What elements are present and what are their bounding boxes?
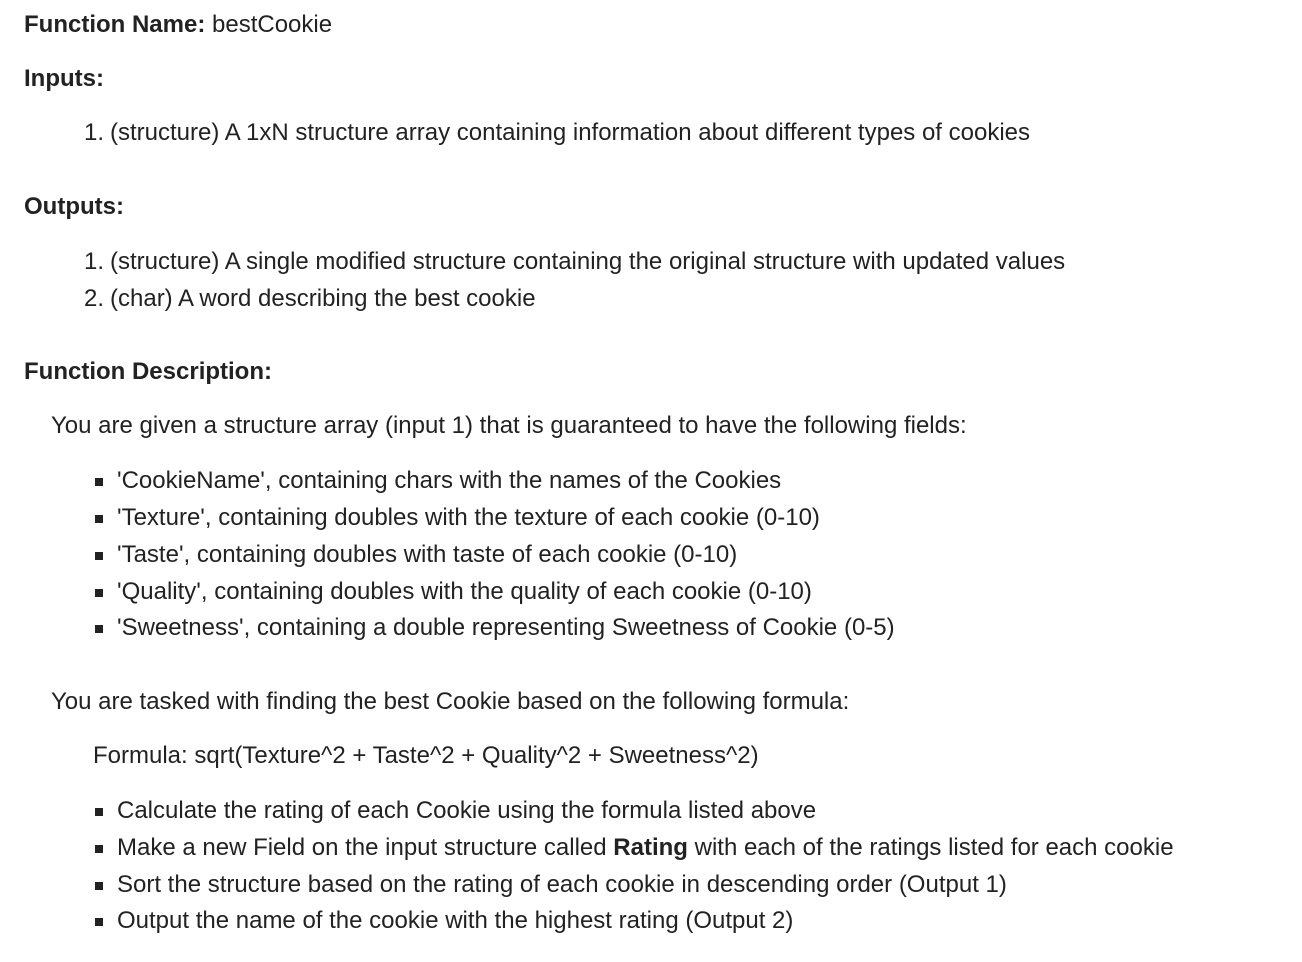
step-text-pre: Make a new Field on the input structure called — [117, 834, 614, 861]
inputs-heading: Inputs: — [24, 65, 104, 92]
input-item-text: (structure) A 1xN structure array containing information about different types of cookies — [110, 119, 1031, 146]
task-intro: You are tasked with finding the best Cookie based on the following formula: — [51, 688, 850, 715]
output-item — [76, 285, 536, 313]
bullet-icon — [95, 552, 103, 560]
function-name-label: Function Name: — [24, 11, 206, 38]
bullet-icon — [95, 918, 103, 926]
bullet-icon — [95, 882, 103, 890]
input-item — [76, 119, 1030, 147]
output-item-text: (structure) A single modified structure containing the original structure with updated values — [110, 248, 1066, 275]
function-name-line — [24, 11, 332, 39]
bullet-icon — [95, 808, 103, 816]
bullet-icon — [95, 845, 103, 853]
output-item-number: 1. — [83, 248, 104, 275]
formula: Formula: sqrt(Texture^2 + Taste^2 + Quality^2 + Sweetness^2) — [93, 742, 759, 769]
output-item-text: (char) A word describing the best cookie — [110, 285, 536, 312]
field-item-sweetness: 'Sweetness', containing a double representing Sweetness of Cookie (0-5) — [117, 614, 895, 641]
bullet-icon — [95, 625, 103, 633]
field-item-texture: 'Texture', containing doubles with the texture of each cookie (0-10) — [117, 504, 820, 531]
step-item: Sort the structure based on the rating of each cookie in descending order (Output 1) — [117, 871, 1007, 898]
step-item: Calculate the rating of each Cookie using the formula listed above — [117, 797, 817, 824]
description-heading: Function Description: — [24, 358, 272, 385]
input-item-number: 1. — [83, 119, 104, 146]
outputs-heading: Outputs: — [24, 193, 124, 220]
step-item: Output the name of the cookie with the highest rating (Output 2) — [117, 907, 794, 934]
bullet-icon — [95, 589, 103, 597]
field-item-cookiename: 'CookieName', containing chars with the names of the Cookies — [117, 467, 782, 494]
output-item-number: 2. — [83, 285, 104, 312]
step-item — [117, 834, 1174, 862]
bullet-icon — [95, 515, 103, 523]
output-item — [76, 248, 1065, 276]
rating-field-name: Rating — [613, 834, 688, 861]
bullet-icon — [95, 478, 103, 486]
function-name-value: bestCookie — [212, 11, 333, 38]
field-item-taste: 'Taste', containing doubles with taste of each cookie (0-10) — [117, 541, 738, 568]
description-intro: You are given a structure array (input 1) that is guaranteed to have the following fields: — [51, 412, 967, 439]
step-text-post: with each of the ratings listed for each cookie — [687, 834, 1174, 861]
field-item-quality: 'Quality', containing doubles with the quality of each cookie (0-10) — [117, 578, 812, 605]
